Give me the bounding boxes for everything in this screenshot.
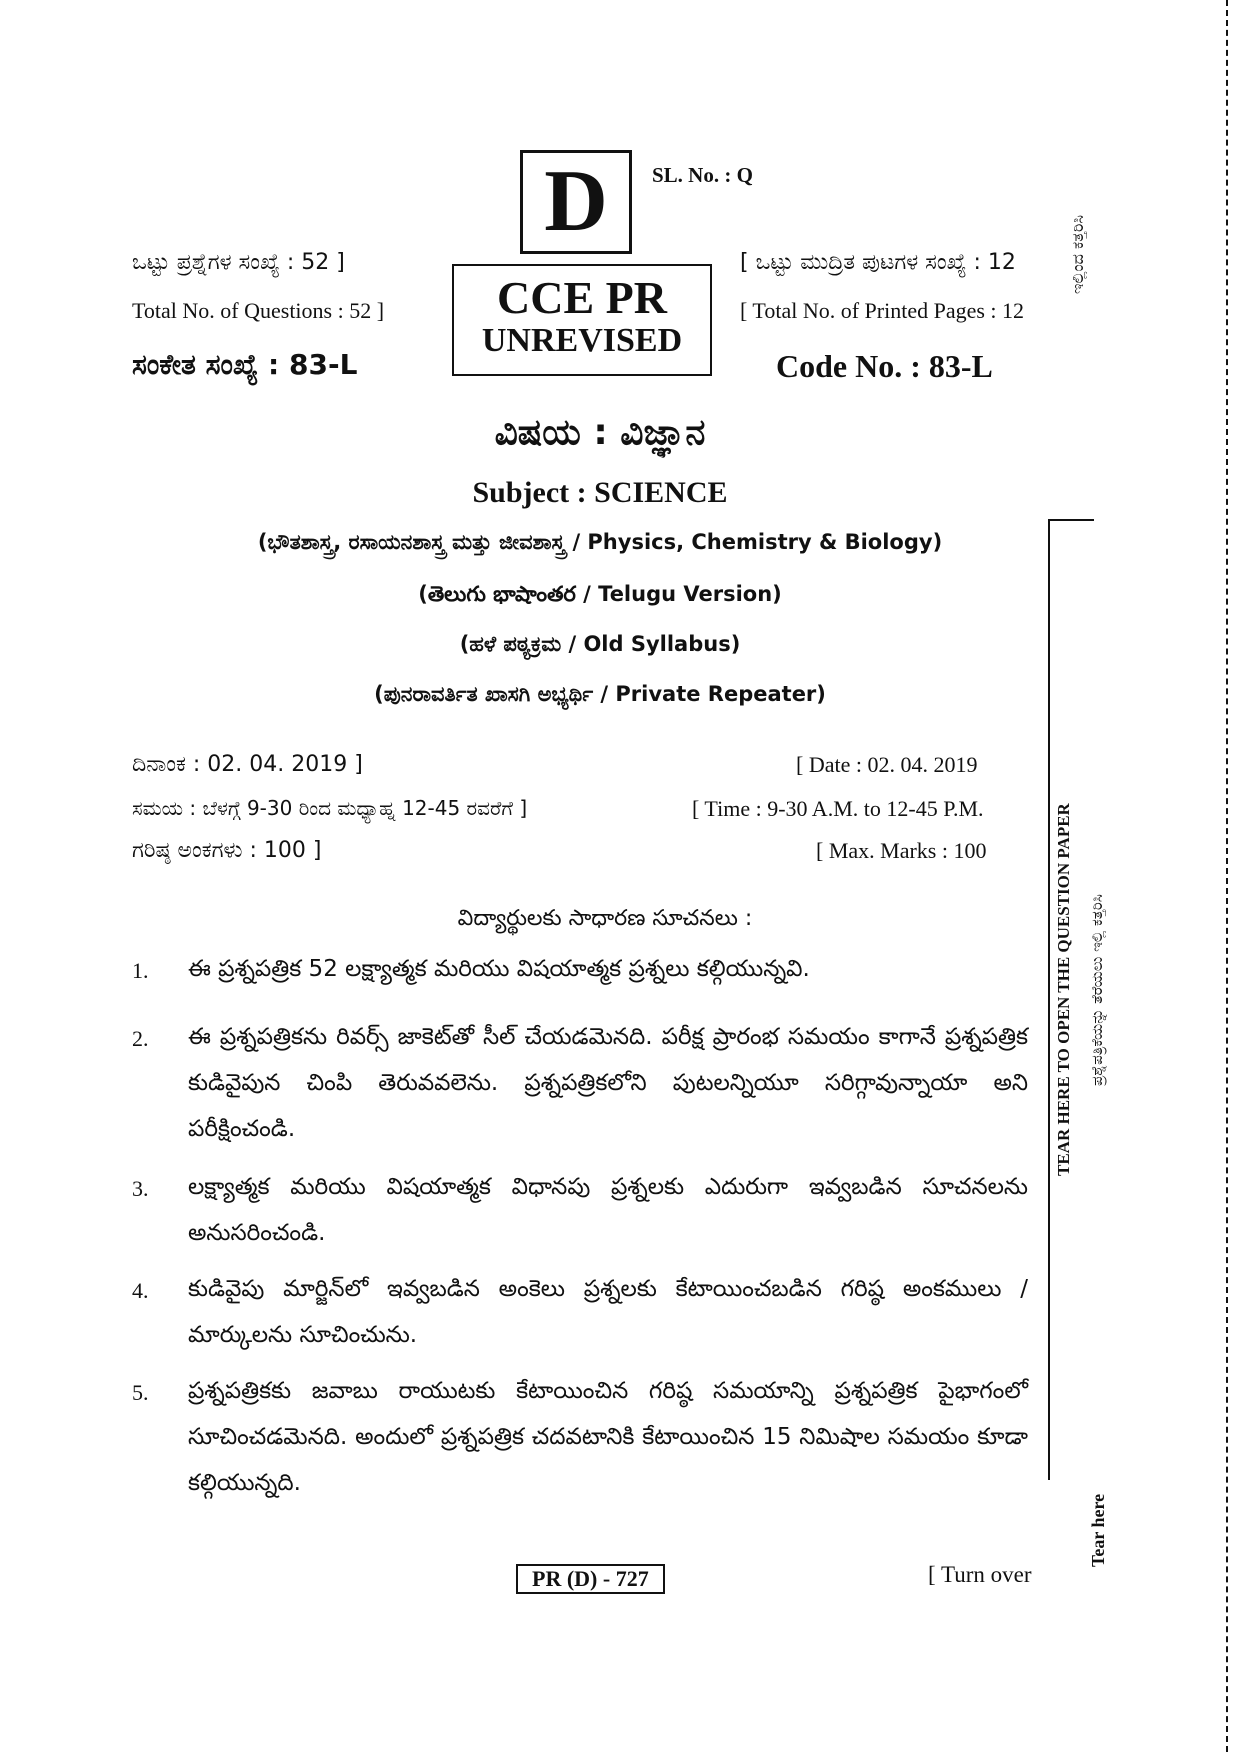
tear-here-to-open-paper: TEAR HERE TO OPEN THE QUESTION PAPER xyxy=(1054,803,1073,1177)
turn-over-note: [ Turn over xyxy=(928,1562,1032,1587)
subject-english: Subject : SCIENCE xyxy=(472,476,728,509)
exam-date-english: [ Date : 02. 04. 2019 xyxy=(796,752,978,777)
instruction-number: 4. xyxy=(132,1278,149,1303)
instruction-number: 2. xyxy=(132,1026,149,1051)
serial-number: SL. No. : Q xyxy=(652,163,753,187)
code-number-kannada: ಸಂಕೇತ ಸಂಖ್ಯೆ : 83-L xyxy=(132,348,358,381)
subject-kannada: ವಿಷಯ : ವಿಜ್ಞಾನ xyxy=(494,412,706,453)
max-marks-english: [ Max. Marks : 100 xyxy=(816,838,987,863)
exam-type-subtitle: UNREVISED xyxy=(481,322,683,360)
tear-line-solid-top xyxy=(1048,519,1094,521)
exam-time-english: [ Time : 9-30 A.M. to 12-45 P.M. xyxy=(692,796,984,821)
instruction-text: ఈ ప్రశ్నపత్రికను రివర్స్ జాకెట్‌తో సీల్ చేయడమెనది. పరీక్ష ప్రారంభ సమయం కాగానే ప్రశ్నపత్రిక కుడివైపున చింపి తెరువవలెను. ప్రశ్నపత్రికలోని పుటలన్నియూ సరిగ్గావున్నాయా అని పరీక్షించండి. xyxy=(188,1024,1028,1142)
instruction-number: 5. xyxy=(132,1380,149,1405)
code-number-english: Code No. : 83-L xyxy=(776,348,993,384)
total-questions-english: Total No. of Questions : 52 ] xyxy=(132,298,385,323)
candidate-type: (ಪುನರಾವರ್ತಿತ ಖಾಸಗಿ ಅಭ್ಯರ್ಥಿ / Private Repeater) xyxy=(374,682,826,706)
tear-here-kannada-middle: ಪ್ರಶ್ನೆಪತ್ರಿಕೆಯನ್ನು ತೆರೆಯಲು ಇಲ್ಲಿ ಕತ್ತರಿಸಿ xyxy=(1088,894,1106,1086)
max-marks-kannada: ಗರಿಷ್ಠ ಅಂಕಗಳು : 100 ] xyxy=(132,838,322,863)
tear-line-solid xyxy=(1048,520,1050,1480)
instruction-number: 1. xyxy=(132,958,149,983)
exam-type-title: CCE PR xyxy=(497,272,667,323)
instruction-text: కుడివైపు మార్జిన్‌లో ఇవ్వబడిన అంకెలు ప్రశ్నలకు కేటాయించబడిన గరిష్ఠ అంకములు / మార్కులను సూచించును. xyxy=(188,1276,1028,1348)
instructions-heading: విద్యార్థులకు సాధారణ సూచనలు : xyxy=(457,906,753,931)
instruction-number: 3. xyxy=(132,1176,149,1201)
instruction-text: ఈ ప్రశ్నపత్రిక 52 లక్ష్యాత్మక మరియు విషయాత్మక ప్రశ్నలు కల్గియున్నవి. xyxy=(188,956,810,982)
paper-set-letter: D xyxy=(520,150,632,254)
tear-here-label: Tear here xyxy=(1088,1493,1108,1567)
total-pages-english: [ Total No. of Printed Pages : 12 xyxy=(740,298,1025,323)
tear-line-dashed xyxy=(1226,0,1228,1752)
language-version: (తెలుగు భాషాంతర / Telugu Version) xyxy=(418,582,782,606)
subject-streams: (ಭೌತಶಾಸ್ತ್ರ, ರಸಾಯನಶಾಸ್ತ್ರ ಮತ್ತು ಜೀವಶಾಸ್ತ್ರ / Physics, Chemistry & Biology) xyxy=(257,530,943,554)
syllabus-type: (ಹಳೆ ಪಠ್ಯಕ್ರಮ / Old Syllabus) xyxy=(459,632,741,656)
tear-here-kannada-top: ಇಲ್ಲಿಂದ ಕತ್ತರಿಸಿ xyxy=(1068,215,1087,295)
total-questions-kannada: ಒಟ್ಟು ಪ್ರಶ್ನೆಗಳ ಸಂಖ್ಯೆ : 52 ] xyxy=(132,250,345,275)
instruction-text: ప్రశ్నపత్రికకు జవాబు రాయుటకు కేటాయించిన గరిష్ఠ సమయాన్ని ప్రశ్నపత్రిక పైభాగంలో సూచించడమెనది. అందులో ప్రశ్నపత్రిక చదవటానికి కేటాయించిన 15 నిమిషాల సమయం కూడా కల్గియున్నది. xyxy=(188,1378,1028,1496)
exam-type-box xyxy=(452,264,712,376)
exam-time-kannada: ಸಮಯ : ಬೆಳಗ್ಗೆ 9-30 ರಿಂದ ಮಧ್ಯಾಹ್ನ 12-45 ರವರೆಗೆ ] xyxy=(132,796,528,820)
exam-date-kannada: ದಿನಾಂಕ : 02. 04. 2019 ] xyxy=(132,752,363,777)
total-pages-kannada: [ ಒಟ್ಟು ಮುದ್ರಿತ ಪುಟಗಳ ಸಂಖ್ಯೆ : 12 xyxy=(740,250,1016,275)
paper-code-footer: PR (D) - 727 xyxy=(516,1564,665,1594)
instruction-text: లక్ష్యాత్మక మరియు విషయాత్మక విధానపు ప్రశ్నలకు ఎదురుగా ఇవ్వబడిన సూచనలను అనుసరించండి. xyxy=(188,1174,1028,1246)
